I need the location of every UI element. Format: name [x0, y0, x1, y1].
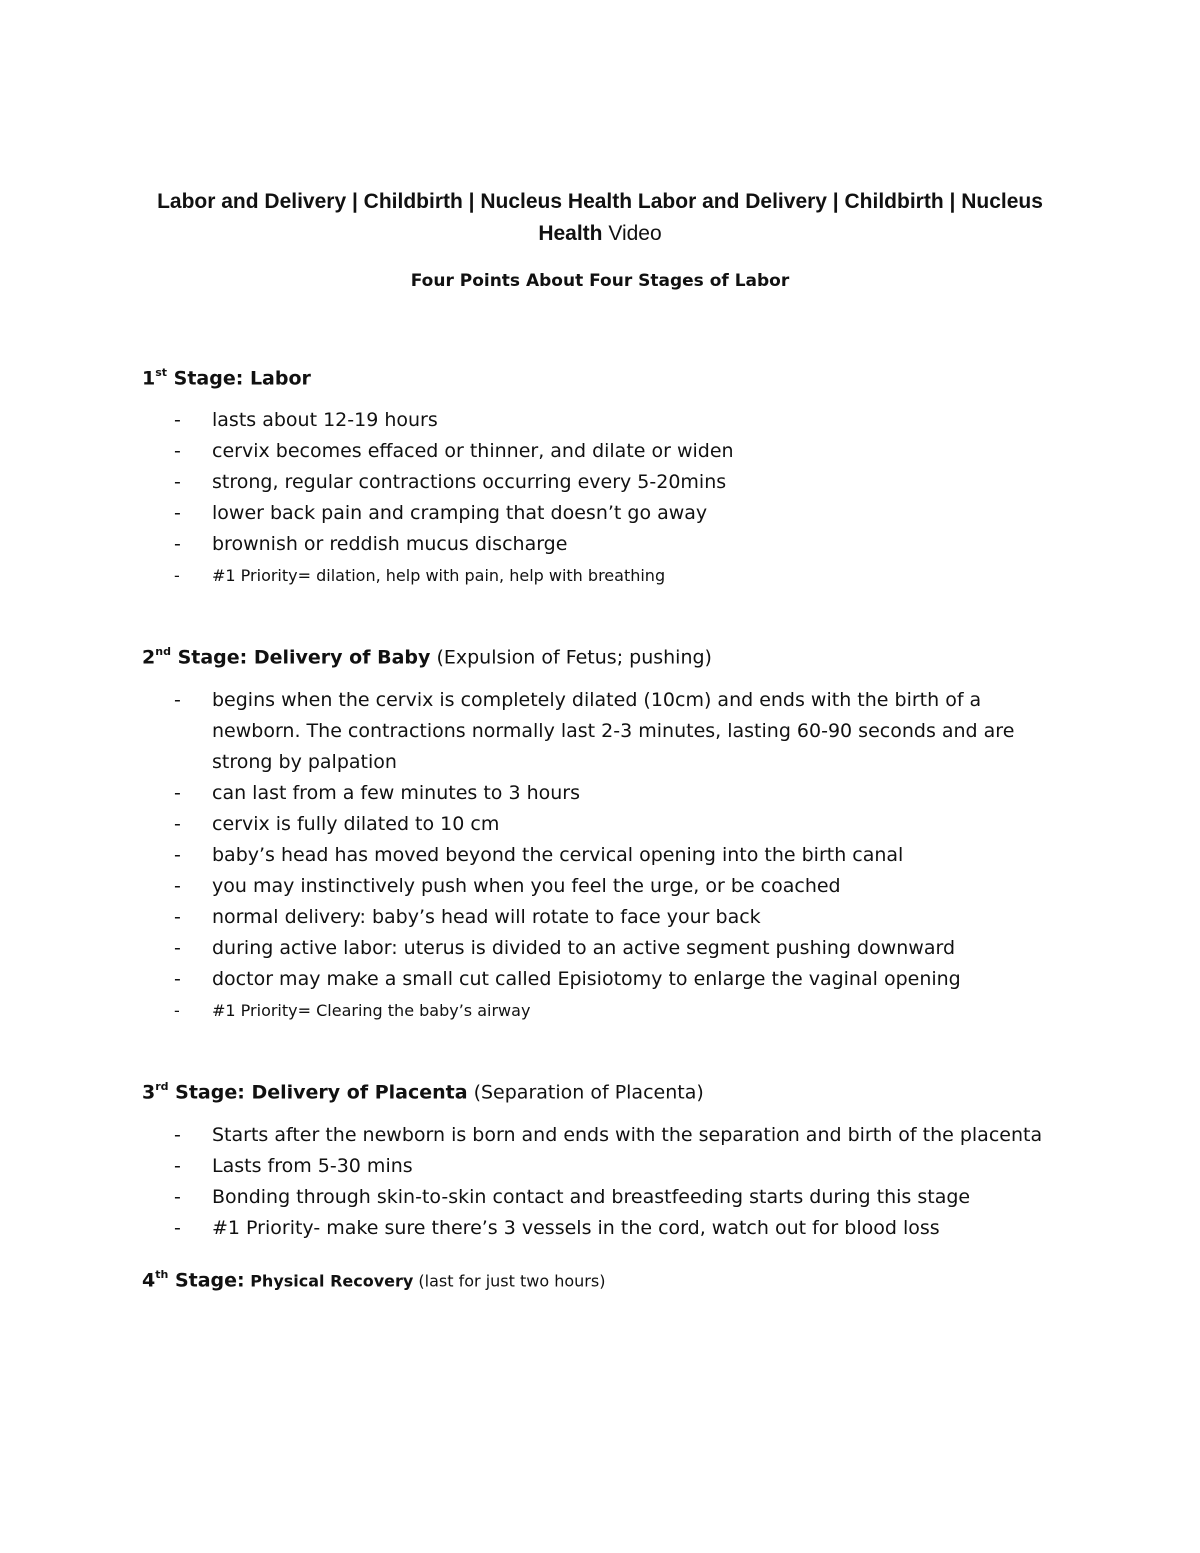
stage-note: (Separation of Placenta)	[467, 1081, 704, 1104]
list-item	[0, 498, 1062, 529]
list-item-text: doctor may make a small cut called Episiotomy to enlarge the vaginal opening	[212, 968, 961, 990]
stage-4-heading	[142, 1263, 605, 1294]
stage-number: 4	[142, 1269, 156, 1292]
list-item-text: cervix is fully dilated to 10 cm	[212, 813, 500, 835]
list-item-text: during active labor: uterus is divided to an active segment pushing downward	[212, 937, 956, 959]
list-item-text: #1 Priority= dilation, help with pain, help with breathing	[212, 566, 666, 585]
list-item-text: Lasts from 5-30 mins	[212, 1155, 413, 1177]
title-tail-text: Video	[602, 222, 662, 245]
stage-label: Stage: Delivery of Placenta	[168, 1081, 468, 1104]
list-item-text: begins when the cervix is completely dilated (10cm) and ends with the birth of a newborn. The contractions normally last 2-3 minutes, lasting 60-90 seconds and are strong by palpation	[212, 689, 1015, 773]
list-item	[0, 685, 1062, 778]
list-item	[0, 1120, 1062, 1151]
bullet-dash: -	[174, 906, 181, 928]
list-item-priority	[0, 995, 1062, 1026]
list-item	[0, 405, 1062, 436]
stage-number: 3	[142, 1081, 156, 1104]
stage-1-heading	[142, 361, 311, 391]
list-item	[0, 871, 1062, 902]
list-item	[0, 778, 1062, 809]
stage-2-bullet-list	[0, 685, 1062, 1026]
list-item	[0, 809, 1062, 840]
list-item	[0, 840, 1062, 871]
stage-1-bullet-list	[0, 405, 1062, 591]
list-item-text: strong, regular contractions occurring every 5-20mins	[212, 471, 727, 493]
stage-ordinal: st	[155, 366, 168, 379]
bullet-dash: -	[174, 1001, 180, 1020]
bullet-dash: -	[174, 566, 180, 585]
bullet-dash: -	[174, 1155, 181, 1177]
list-item	[0, 933, 1062, 964]
bullet-dash: -	[174, 844, 181, 866]
bullet-dash: -	[174, 533, 181, 555]
bullet-dash: -	[174, 1186, 181, 1208]
list-item	[0, 467, 1062, 498]
list-item-text: normal delivery: baby’s head will rotate to face your back	[212, 906, 761, 928]
list-item-text: Bonding through skin-to-skin contact and breastfeeding starts during this stage	[212, 1186, 971, 1208]
list-item-text: brownish or reddish mucus discharge	[212, 533, 568, 555]
bullet-dash: -	[174, 689, 181, 711]
list-item-priority	[0, 560, 1062, 591]
page-title	[140, 186, 1060, 250]
bullet-dash: -	[174, 409, 181, 431]
stage-sub-label: Physical Recovery	[244, 1271, 414, 1291]
list-item-text: Starts after the newborn is born and ends with the separation and birth of the placenta	[212, 1124, 1043, 1146]
list-item-text: baby’s head has moved beyond the cervical opening into the birth canal	[212, 844, 904, 866]
bullet-dash: -	[174, 782, 181, 804]
page-subtitle: Four Points About Four Stages of Labor	[410, 271, 790, 291]
stage-label: Stage: Delivery of Baby	[170, 646, 431, 669]
bullet-dash: -	[174, 813, 181, 835]
stage-2-heading	[142, 640, 712, 670]
bullet-dash: -	[174, 471, 181, 493]
stage-3-heading	[142, 1075, 704, 1105]
list-item-text: cervix becomes effaced or thinner, and dilate or widen	[212, 440, 734, 462]
list-item-text: lower back pain and cramping that doesn’t go away	[212, 502, 708, 524]
stage-ordinal: nd	[155, 645, 171, 658]
list-item	[0, 964, 1062, 995]
stage-number: 2	[142, 646, 156, 669]
list-item-text: #1 Priority- make sure there’s 3 vessels in the cord, watch out for blood loss	[212, 1217, 940, 1239]
bullet-dash: -	[174, 502, 181, 524]
stage-label: Stage:	[168, 1269, 245, 1292]
list-item-text: #1 Priority= Clearing the baby’s airway	[212, 1001, 531, 1020]
stage-ordinal: th	[155, 1268, 169, 1281]
stage-note: (last for just two hours)	[413, 1271, 606, 1291]
bullet-dash: -	[174, 1124, 181, 1146]
list-item	[0, 902, 1062, 933]
list-item	[0, 436, 1062, 467]
list-item	[0, 1151, 1062, 1182]
bullet-dash: -	[174, 937, 181, 959]
title-bold-text: Labor and Delivery | Childbirth | Nucleus Health Labor and Delivery | Childbirth | Nucleus Health	[157, 190, 1043, 245]
bullet-dash: -	[174, 1217, 181, 1239]
list-item	[0, 1213, 1062, 1244]
list-item-text: lasts about 12-19 hours	[212, 409, 438, 431]
list-item-text: can last from a few minutes to 3 hours	[212, 782, 580, 804]
stage-ordinal: rd	[155, 1080, 169, 1093]
stage-number: 1	[142, 367, 156, 390]
list-item	[0, 1182, 1062, 1213]
list-item-text: you may instinctively push when you feel the urge, or be coached	[212, 875, 841, 897]
list-item	[0, 529, 1062, 560]
stage-label: Stage: Labor	[167, 367, 311, 390]
bullet-dash: -	[174, 875, 181, 897]
stage-3-bullet-list	[0, 1120, 1062, 1244]
bullet-dash: -	[174, 968, 181, 990]
bullet-dash: -	[174, 440, 181, 462]
stage-note: (Expulsion of Fetus; pushing)	[430, 646, 712, 669]
